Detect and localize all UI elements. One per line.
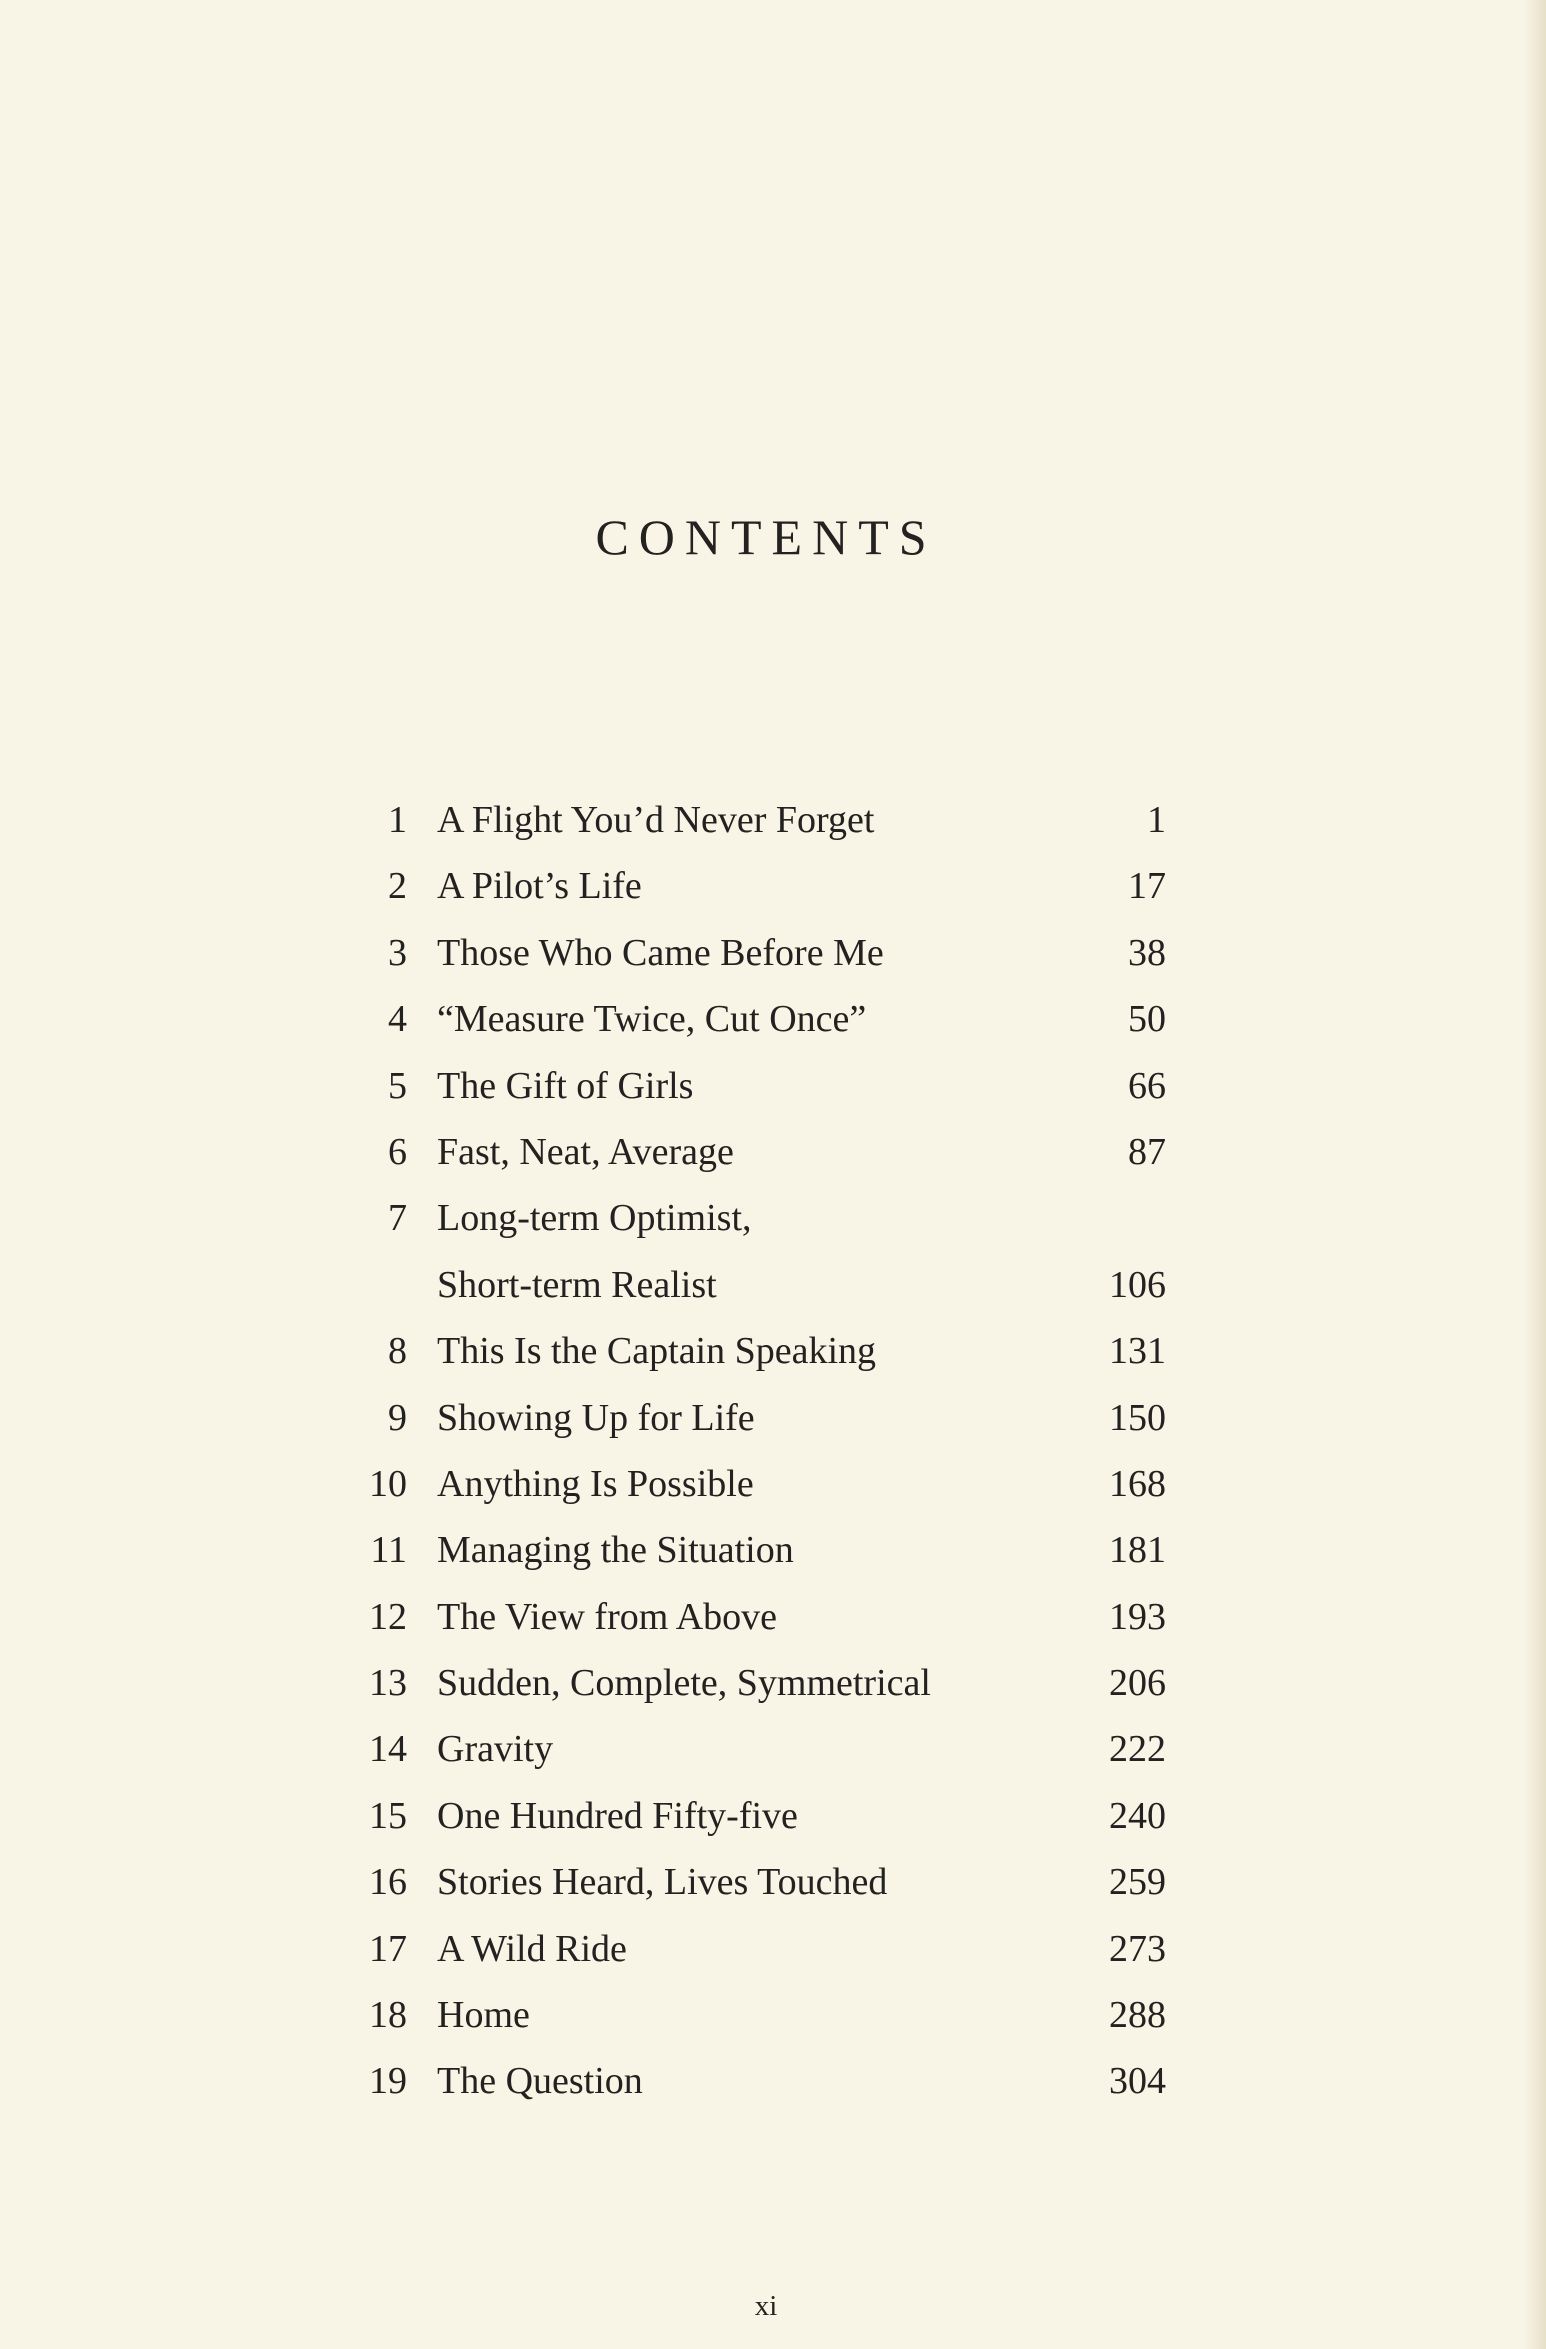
chapter-number: 14 — [369, 1728, 407, 1771]
toc-entry — [330, 1916, 1166, 1982]
page-number: 50 — [1128, 998, 1166, 1041]
toc-entry — [330, 1451, 1166, 1517]
chapter-title: Long-term Optimist, — [437, 1197, 752, 1240]
chapter-number: 12 — [369, 1595, 407, 1638]
chapter-title: Anything Is Possible — [437, 1462, 754, 1505]
chapter-number: 15 — [369, 1794, 407, 1837]
chapter-number: 3 — [388, 931, 407, 974]
page-number: 17 — [1128, 865, 1166, 908]
toc-entry — [330, 1185, 1166, 1251]
table-of-contents — [330, 787, 1166, 2115]
page-number: 193 — [1109, 1595, 1166, 1638]
chapter-number: 16 — [369, 1861, 407, 1904]
contents-heading: CONTENTS — [595, 509, 937, 565]
chapter-title: A Pilot’s Life — [437, 865, 642, 908]
toc-entry — [330, 2048, 1166, 2114]
chapter-title: Showing Up for Life — [437, 1396, 755, 1439]
toc-entry — [330, 853, 1166, 919]
chapter-title: Gravity — [437, 1728, 554, 1771]
chapter-number: 2 — [388, 865, 407, 908]
page-number: 131 — [1109, 1330, 1166, 1373]
page-edge-shadow — [1524, 0, 1546, 2349]
page-number: 240 — [1109, 1794, 1166, 1837]
toc-entry — [330, 1385, 1166, 1451]
page-number: 38 — [1128, 931, 1166, 974]
toc-entry — [330, 1053, 1166, 1119]
chapter-number: 13 — [369, 1662, 407, 1705]
chapter-title: Stories Heard, Lives Touched — [437, 1861, 888, 1904]
chapter-number: 10 — [369, 1462, 407, 1505]
page-number: 150 — [1109, 1396, 1166, 1439]
chapter-number: 8 — [388, 1330, 407, 1373]
chapter-number: 17 — [369, 1927, 407, 1970]
chapter-number: 6 — [388, 1130, 407, 1173]
page-number: 87 — [1128, 1130, 1166, 1173]
page-number: 168 — [1109, 1462, 1166, 1505]
chapter-title: A Wild Ride — [437, 1927, 627, 1970]
chapter-title: The Gift of Girls — [437, 1064, 694, 1107]
chapter-title: Managing the Situation — [437, 1529, 794, 1572]
chapter-title: Sudden, Complete, Symmetrical — [437, 1662, 931, 1705]
page-number: 106 — [1109, 1263, 1166, 1306]
page-number: 66 — [1128, 1064, 1166, 1107]
chapter-number: 7 — [388, 1197, 407, 1240]
chapter-title: The View from Above — [437, 1595, 777, 1638]
toc-entry — [330, 1252, 1166, 1318]
chapter-title: The Question — [437, 2060, 643, 2103]
toc-entry — [330, 787, 1166, 853]
chapter-title: Fast, Neat, Average — [437, 1130, 734, 1173]
chapter-title: Short-term Realist — [437, 1263, 717, 1306]
page-number: 288 — [1109, 1994, 1166, 2037]
page-number: 222 — [1109, 1728, 1166, 1771]
toc-entry — [330, 1849, 1166, 1915]
chapter-number: 18 — [369, 1994, 407, 2037]
chapter-number: 19 — [369, 2060, 407, 2103]
toc-entry — [330, 920, 1166, 986]
toc-entry — [330, 1716, 1166, 1782]
chapter-title: One Hundred Fifty-five — [437, 1794, 798, 1837]
page-number: 181 — [1109, 1529, 1166, 1572]
toc-entry — [330, 986, 1166, 1052]
chapter-title: “Measure Twice, Cut Once” — [437, 998, 867, 1041]
page-number: 1 — [1147, 799, 1166, 841]
folio-page-number: xi — [754, 2290, 778, 2322]
chapter-number: 4 — [388, 998, 407, 1041]
chapter-title: A Flight You’d Never Forget — [437, 799, 875, 841]
toc-entry — [330, 1584, 1166, 1650]
page-number: 206 — [1109, 1662, 1166, 1705]
chapter-number: 11 — [370, 1529, 407, 1572]
toc-entry — [330, 1650, 1166, 1716]
toc-entry — [330, 1119, 1166, 1185]
toc-entry — [330, 1783, 1166, 1849]
page-number: 273 — [1109, 1927, 1166, 1970]
page-number: 259 — [1109, 1861, 1166, 1904]
page-number: 304 — [1109, 2060, 1166, 2103]
chapter-title: Those Who Came Before Me — [437, 931, 884, 974]
toc-entry — [330, 1318, 1166, 1384]
toc-entry — [330, 1982, 1166, 2048]
chapter-title: This Is the Captain Speaking — [437, 1330, 877, 1373]
chapter-title: Home — [437, 1994, 530, 2037]
chapter-number: 5 — [388, 1064, 407, 1107]
chapter-number: 9 — [388, 1396, 407, 1439]
toc-entry — [330, 1517, 1166, 1583]
chapter-number: 1 — [388, 799, 407, 841]
